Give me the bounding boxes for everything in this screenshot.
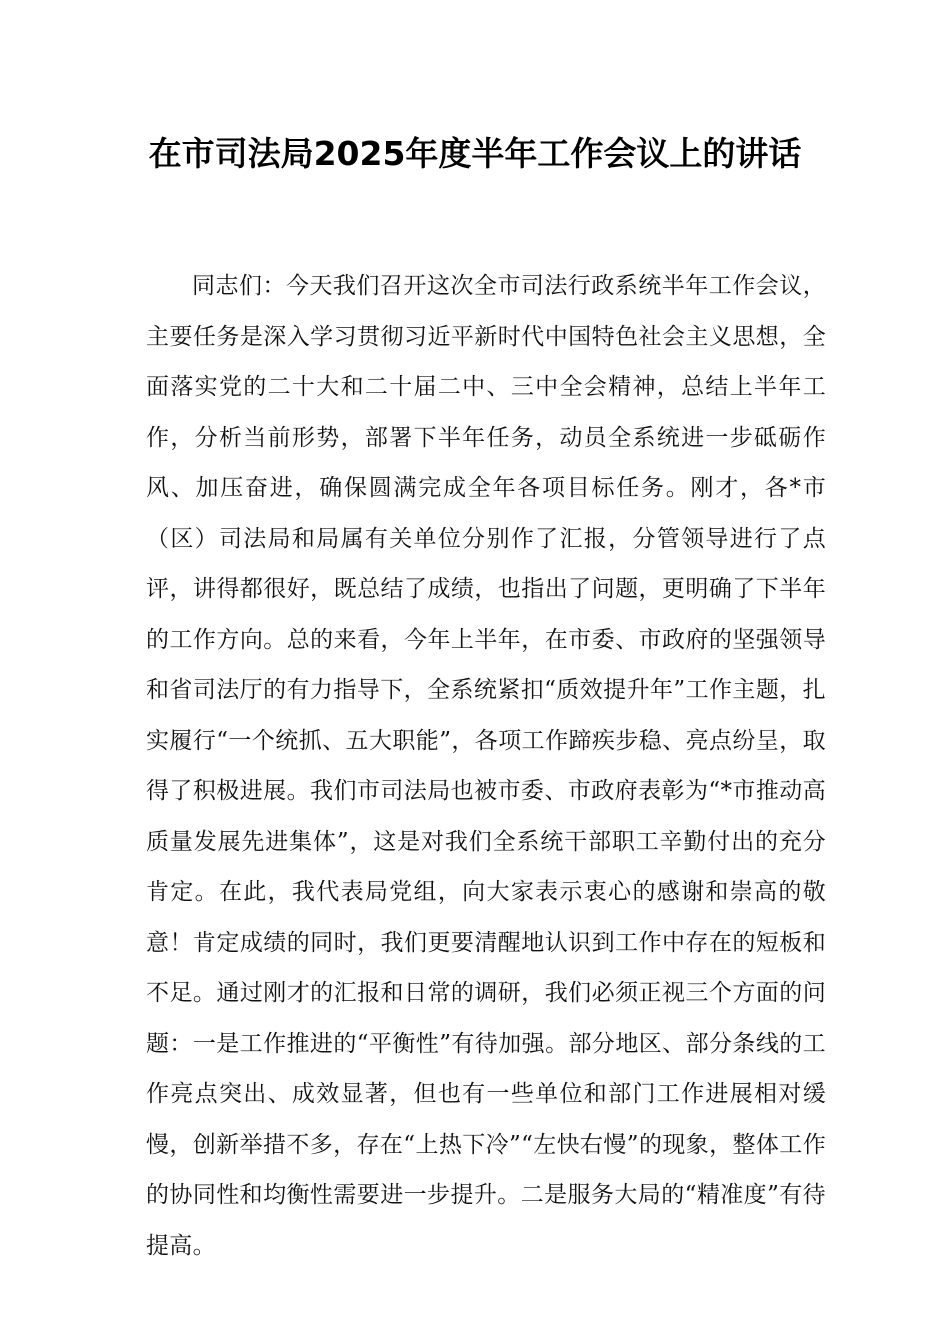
document-body-paragraph: 同志们：今天我们召开这次全市司法行政系统半年工作会议，主要任务是深入学习贯彻习近平新时代中国特色社会主义思想，全面落实党的二十大和二十届二中、三中全会精神，总结上半年工作，分析当前形势，部署下半年任务，动员全系统进一步砥砺作风、加压奋进，确保圆满完成全年各项目标任务。刚才，各*市（区）司法局和局属有关单位分别作了汇报，分管领导进行了点评，讲得都很好，既总结了成绩，也指出了问题，更明确了下半年的工作方向。总的来看，今年上半年，在市委、市政府的坚强领导和省司法厅的有力指导下，全系统紧扣“质效提升年”工作主题，扎实履行“一个统抓、五大职能”，各项工作蹄疾步稳、亮点纷呈，取得了积极进展。我们市司法局也被市委、市政府表彰为“*市推动高质量发展先进集体”，这是对我们全系统干部职工辛勤付出的充分肯定。在此，我代表局党组，向大家表示衷心的感谢和崇高的敬意！肯定成绩的同时，我们更要清醒地认识到工作中存在的短板和不足。通过刚才的汇报和日常的调研，我们必须正视三个方面的问题：一是工作推进的“平衡性”有待加强。部分地区、部分条线的工作亮点突出、成效显著，但也有一些单位和部门工作进展相对缓慢，创新举措不多，存在“上热下冷”“左快右慢”的现象，整体工作的协同性和均衡性需要进一步提升。二是服务大局的“精准度”有待提高。 <box>146 273 826 1259</box>
document-title: 在市司法局2025年度半年工作会议上的讲话 <box>148 134 802 173</box>
